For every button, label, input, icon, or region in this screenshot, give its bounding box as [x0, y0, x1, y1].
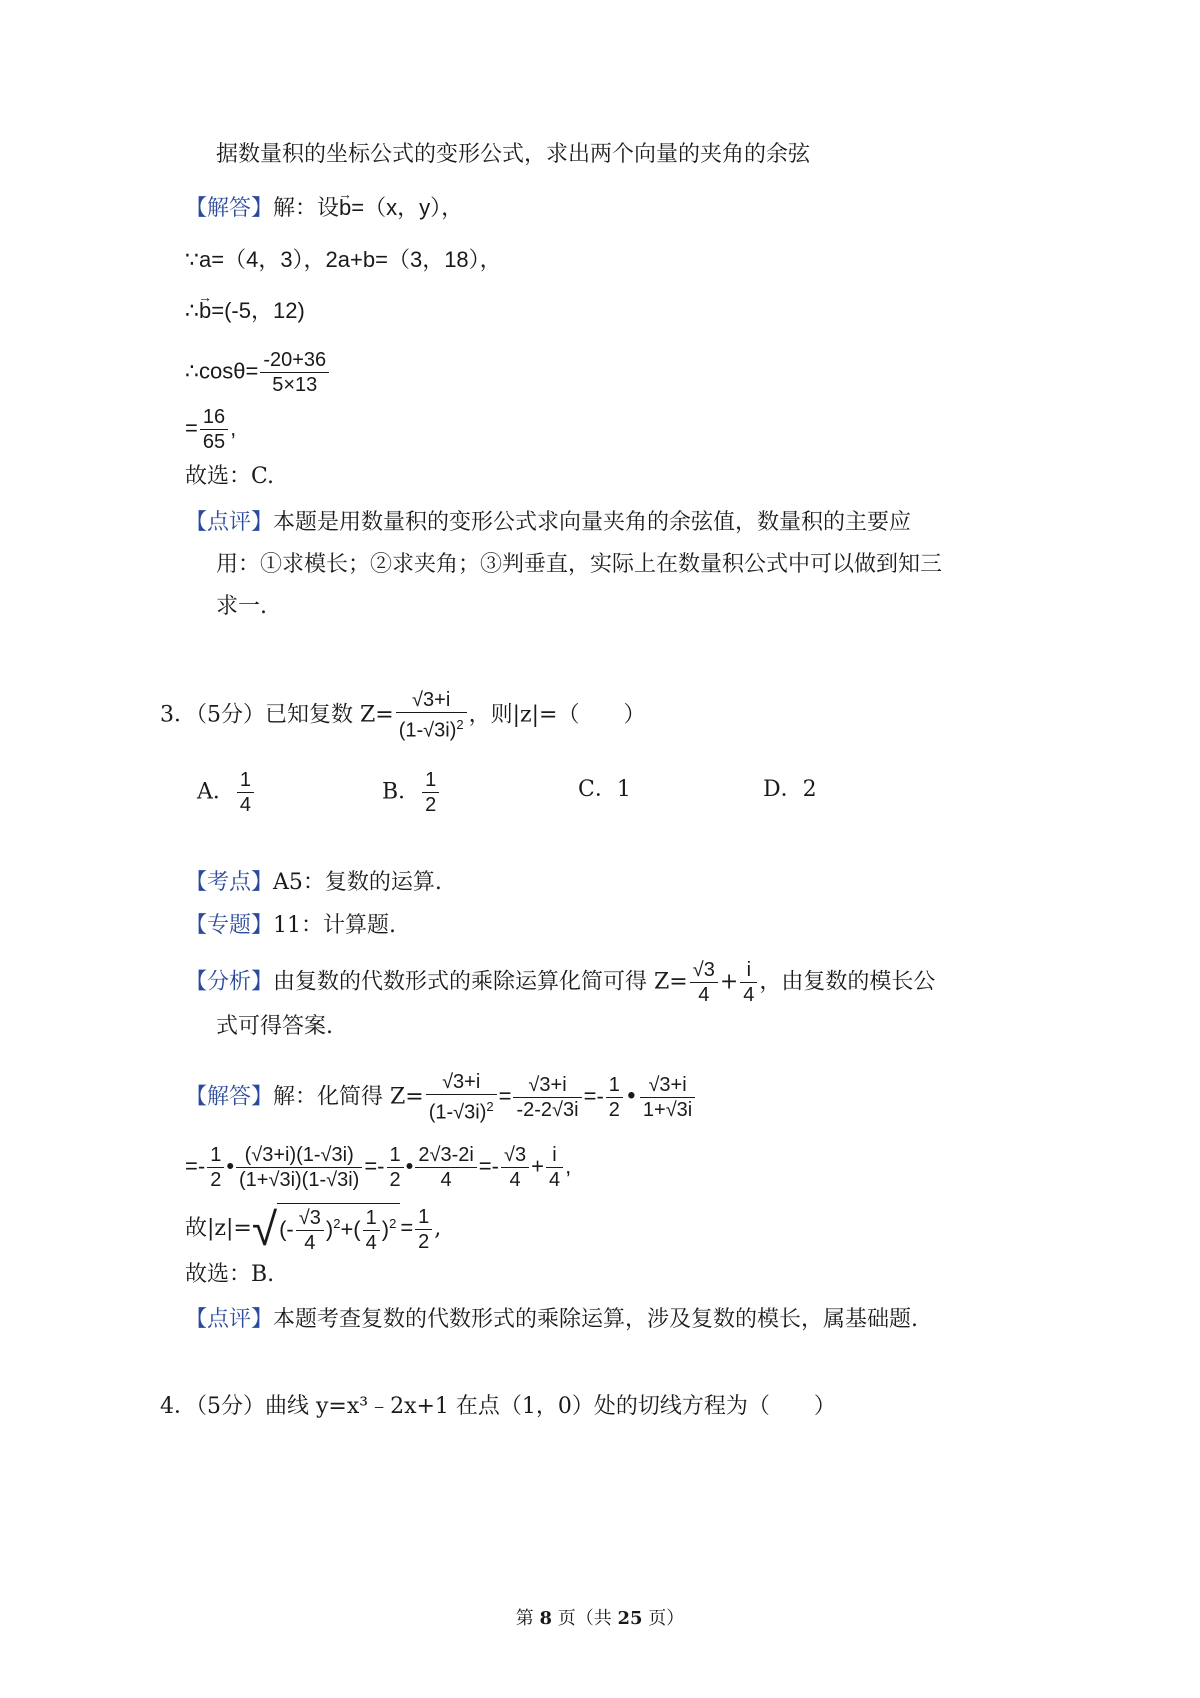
option-c[interactable]: C．1	[578, 777, 631, 802]
q2-b-value-line: ∴→ b=(-5，12)	[185, 296, 305, 326]
vector-b: → b	[339, 193, 351, 223]
option-d[interactable]: D．2	[763, 777, 817, 802]
vector-b: → b	[199, 296, 211, 326]
q2-comment-line3: 求一.	[216, 594, 267, 619]
q3-comment: 【点评】本题考查复数的代数形式的乘除运算，涉及复数的模长，属基础题.	[185, 1307, 919, 1332]
q2-given-line: ∵a=（4，3），2a+b=（3，18），	[185, 247, 502, 272]
cos-fraction: $\frac{-20+36}{5\times 13}$	[260, 348, 329, 397]
z-fraction: $\frac{√3+i}{(1-√3i)^2}$	[396, 688, 467, 743]
comment-tag: 【点评】	[185, 1307, 274, 1332]
q2-result-line: = $\frac{16}{65}$ ,	[185, 406, 237, 453]
q4-stem: 4．（5分）曲线 y=x³﹣2x+1 在点（1，0）处的切线方程为（ ）	[160, 1394, 836, 1419]
q3-stem: 3．（5分）已知复数 Z= $\frac{√3+i}{(1-√3i)^2}$ ，则|z|=（ ）	[160, 689, 646, 742]
option-b[interactable]: B． $\frac{1}{2}$	[382, 768, 441, 817]
q2-choice: 故选：C.	[185, 464, 275, 489]
sqrt-symbol: √(- $\frac{√3}{4}$ )$^2$+( $\frac{1}{4}$ )$^2$	[252, 1203, 400, 1255]
result-fraction: $\frac{16}{65}$	[200, 405, 228, 454]
q3-fenxi-line2: 式可得答案.	[216, 1014, 333, 1039]
page-total: 25	[617, 1608, 643, 1629]
analysis-continuation: 据数量积的坐标公式的变形公式，求出两个向量的夹角的余弦	[216, 142, 811, 167]
kaodian-tag: 【考点】	[185, 870, 274, 895]
fenxi-tag: 【分析】	[185, 969, 274, 995]
q3-kaodian: 【考点】A5：复数的运算.	[185, 870, 442, 895]
q3-fenxi-line1: 【分析】由复数的代数形式的乘除运算化简可得 Z= $\frac{√3}{4}$ + $\frac{i}{4}$ ，由复数的模长公	[185, 959, 936, 1006]
page-number: 8	[539, 1608, 552, 1629]
q3-solution-row1: 【解答】解：化简得 Z= $\frac{√3+i}{(1-√3i)^2}$ = $\frac{√3+i}{-2-2√3i}$ =- $\frac{1}{2}$ • $\frac{√3+i}{1+√3i}$	[185, 1070, 697, 1125]
q3-solution-row2: =- $\frac{1}{2}$ • $\frac{(√3+i)(1-√3i)}{(1+√3i)(1-√3i)}$ =- $\frac{1}{2}$ • $\frac{2√3-2i}{4}$ =- $\frac{√3}{4}$ + $\frac{i}{4}$ ,	[185, 1144, 572, 1191]
q2-answer-line: 【解答】解：设→ b=（x，y），	[185, 193, 463, 224]
q2-cos-line: ∴cosθ= $\frac{-20+36}{5\times 13}$	[185, 348, 331, 397]
comment-tag: 【点评】	[185, 510, 274, 535]
q3-zhuanti: 【专题】11：计算题.	[185, 913, 397, 938]
q3-modulus-row: 故|z|=√(- $\frac{√3}{4}$ )$^2$+( $\frac{1}{4}$ )$^2$ = $\frac{1}{2}$ ,	[185, 1203, 442, 1255]
q3-choice: 故选：B.	[185, 1262, 275, 1287]
page-footer: 第 8 页（共 25 页）	[515, 1608, 685, 1629]
option-a[interactable]: A． $\frac{1}{4}$	[197, 768, 256, 817]
zhuanti-tag: 【专题】	[185, 913, 274, 938]
jieda-tag: 【解答】	[185, 1084, 274, 1110]
answer-tag: 【解答】	[185, 196, 274, 221]
q2-comment-line2: 用：①求模长；②求夹角；③判垂直，实际上在数量积公式中可以做到知三	[216, 552, 943, 577]
q2-comment-line1: 【点评】本题是用数量积的变形公式求向量夹角的余弦值，数量积的主要应	[185, 510, 912, 535]
